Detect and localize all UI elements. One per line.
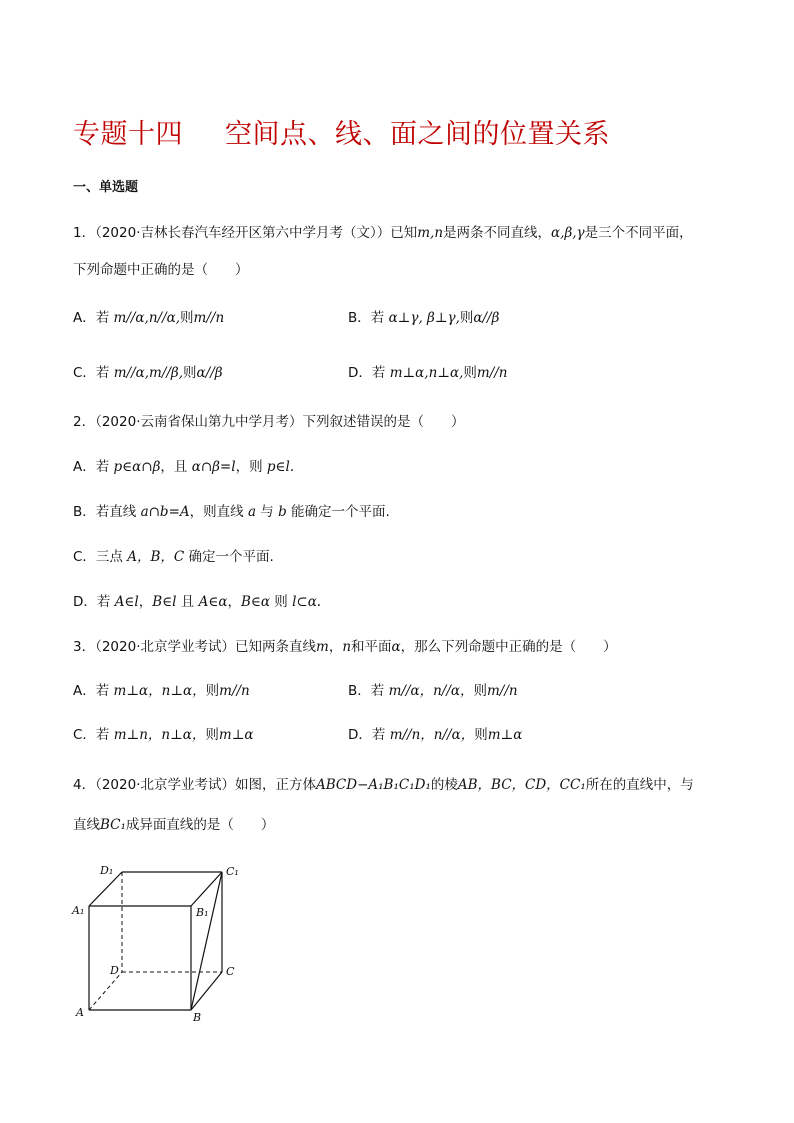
q3-text-a: 3．（2020·北京学业考试）已知两条直线 [73, 639, 316, 655]
q3-math-n: n [342, 639, 352, 655]
question-4-stem-line1 [73, 773, 694, 793]
opt-math: α//β [196, 365, 223, 381]
q1-option-a[interactable] [73, 306, 224, 326]
opt-text: ， [227, 594, 241, 610]
opt-math: m⊥n，n⊥α， [113, 727, 206, 743]
q4-text-e: 成异面直线的是（ ） [125, 817, 275, 833]
cube-figure [60, 850, 260, 1025]
opt-math: m//α，n//α， [388, 683, 474, 699]
label-c: C [226, 965, 235, 978]
label-b1: B₁ [196, 906, 209, 919]
opt-text: ，且 [160, 459, 192, 475]
q3-math-m: m [316, 639, 329, 655]
question-1-stem-line1 [73, 221, 693, 241]
q3-option-a[interactable] [73, 679, 250, 699]
opt-math: B∈l [152, 594, 177, 610]
label-a1: A₁ [72, 904, 85, 917]
q1-text-b: 是两条不同直线， [443, 225, 552, 241]
edge-a1d1 [89, 872, 122, 906]
opt-label: C．若 [73, 727, 114, 743]
q1-text-a: 1．（2020·吉林长春汽车经开区第六中学月考（文））已知 [73, 225, 418, 241]
opt-label: B．若直线 [73, 504, 141, 520]
q3-option-d[interactable] [348, 723, 522, 743]
q2-option-d[interactable] [73, 590, 321, 610]
opt-math: α⊥γ, β⊥γ, [388, 310, 460, 326]
q4-math-edges: AB，BC，CD，CC₁ [457, 777, 586, 793]
q4-text-b: 的棱 [430, 777, 458, 793]
hidden-edge-ad [89, 972, 122, 1010]
opt-text: 与 [256, 504, 279, 520]
q2-option-a[interactable] [73, 455, 294, 475]
q4-text-a: 4．（2020·北京学业考试）如图，正方体 [73, 777, 316, 793]
label-d: D [110, 964, 119, 977]
question-1-stem-line2: 下列命题中正确的是（ ） [73, 262, 249, 278]
q3-text-c: ，那么下列命题中正确的是（ ） [400, 639, 617, 655]
q4-text-d: 直线 [73, 817, 100, 833]
edge-bc1 [191, 872, 222, 1010]
opt-text: 则 [473, 683, 487, 699]
opt-text: 且 [176, 594, 199, 610]
opt-text: 则 [459, 310, 474, 326]
opt-text: 则 [205, 727, 219, 743]
q2-option-c[interactable] [73, 545, 274, 565]
opt-label: D．若 [73, 594, 115, 610]
title-sub: 空间点、线、面之间的位置关系 [225, 119, 610, 150]
opt-math: m//α,m//β, [113, 365, 184, 381]
edge-b1c1 [191, 872, 222, 906]
opt-math: m⊥α [218, 727, 254, 743]
question-4-stem-line2 [73, 813, 274, 833]
opt-math: m⊥α,n⊥α, [389, 365, 464, 381]
opt-label: A．若 [73, 459, 114, 475]
opt-text: 则 [205, 683, 220, 699]
opt-math: a [247, 504, 256, 520]
label-a: A [76, 1006, 84, 1019]
opt-math: b [278, 504, 287, 520]
opt-label: A．若 [73, 683, 114, 699]
opt-label: D．若 [348, 365, 390, 381]
title-main: 专题十四 [73, 119, 183, 150]
opt-math: l⊂α. [292, 594, 322, 610]
label-d1: D₁ [100, 864, 114, 877]
opt-text: 则 [183, 365, 197, 381]
opt-math: m//α,n//α, [113, 310, 181, 326]
label-c1: C₁ [226, 865, 239, 878]
q3-text-b: 和平面 [351, 639, 392, 655]
opt-math: p∈α∩β [113, 459, 161, 475]
opt-math: m//n [487, 683, 518, 699]
opt-math: A∈l [114, 594, 139, 610]
opt-math: m⊥α，n⊥α， [113, 683, 206, 699]
opt-label: C．三点 [73, 549, 128, 565]
opt-math: B∈α [240, 594, 270, 610]
q1-math-mn: m,n [417, 225, 444, 241]
q1-math-planes: α,β,γ [551, 225, 585, 241]
opt-text: 则 [180, 310, 194, 326]
label-b: B [193, 1011, 202, 1024]
page-title [73, 112, 610, 151]
opt-label: B．若 [348, 310, 389, 326]
opt-label: D．若 [348, 727, 390, 743]
opt-text: ， [138, 594, 153, 610]
opt-label: A．若 [73, 310, 114, 326]
q4-math-bc1: BC₁ [100, 817, 126, 833]
opt-label: C．若 [73, 365, 114, 381]
q1-option-d[interactable] [348, 361, 507, 381]
opt-math: m⊥α [487, 727, 523, 743]
q3-option-c[interactable] [73, 723, 254, 743]
q3-math-alpha: α [391, 639, 401, 655]
opt-math: m//n [476, 365, 508, 381]
q4-math-cube: ABCD−A₁B₁C₁D₁ [316, 777, 431, 793]
q1-option-c[interactable] [73, 361, 223, 381]
section-heading: 一、单选题 [73, 180, 139, 195]
opt-text: ，则 [235, 459, 267, 475]
q3-option-b[interactable] [348, 679, 518, 699]
question-2-stem: 2．（2020·云南省保山第九中学月考）下列叙述错误的是（ ） [73, 414, 465, 430]
opt-math: m//n [193, 310, 225, 326]
opt-label: B．若 [348, 683, 389, 699]
opt-math: α∩β=l [191, 459, 236, 475]
opt-text: 确定一个平面. [184, 549, 274, 565]
opt-text: 能确定一个平面. [286, 504, 390, 520]
q2-option-b[interactable] [73, 500, 390, 520]
q3-sep: ， [328, 639, 343, 655]
q1-text-c: 是三个不同平面， [584, 225, 693, 241]
q1-option-b[interactable] [348, 306, 499, 326]
opt-text: 则 [269, 594, 293, 610]
opt-math: A∈α [198, 594, 228, 610]
opt-text: 则 [474, 727, 488, 743]
opt-text: 则 [463, 365, 477, 381]
opt-math: A，B，C [127, 549, 185, 565]
question-3-stem [73, 635, 617, 655]
opt-math: m//n [219, 683, 250, 699]
opt-text: ，则直线 [189, 504, 248, 520]
opt-math: α//β [473, 310, 500, 326]
q4-text-c: 所在的直线中，与 [585, 777, 694, 793]
opt-math: p∈l. [266, 459, 295, 475]
opt-math: a∩b=A [140, 504, 190, 520]
opt-math: m//n，n//α， [389, 727, 475, 743]
